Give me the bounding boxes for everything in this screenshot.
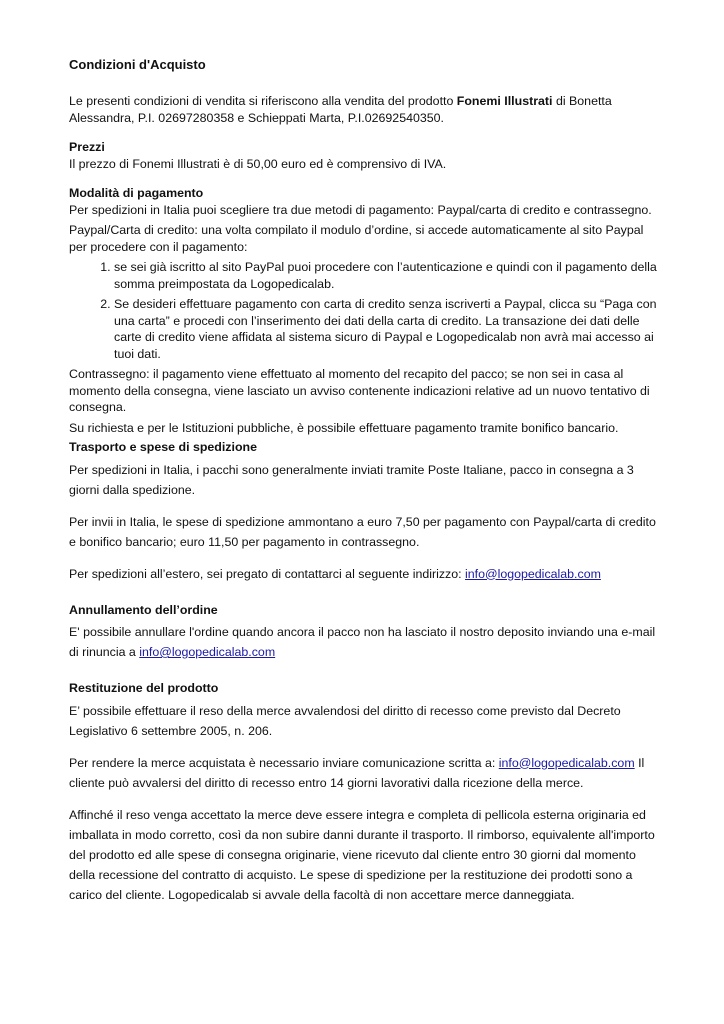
prezzi-paragraph: Il prezzo di Fonemi Illustrati è di 50,00 euro ed è comprensivo di IVA. bbox=[69, 156, 447, 171]
document-page bbox=[69, 56, 659, 905]
email-link[interactable]: info@logopedicalab.com bbox=[465, 566, 601, 581]
email-link[interactable]: info@logopedicalab.com bbox=[498, 755, 635, 770]
pagamento-paragraph-1: Per spedizioni in Italia puoi scegliere tra due metodi di pagamento: Paypal/carta di credito e contrassegno. bbox=[69, 202, 652, 217]
annullamento-text-pre: E' possibile annullare l'ordine quando ancora il pacco non ha lasciato il nostro deposito inviando una e-mail di rinuncia a bbox=[69, 625, 656, 659]
section-heading-annullamento: Annullamento dell’ordine bbox=[69, 602, 218, 617]
trasporto-paragraph-3 bbox=[69, 564, 659, 584]
restituzione-paragraph-1: E’ possibile effettuare il reso della merce avvalendosi del diritto di recesso come previsto dal Decreto Legislativo 6 settembre 2005, n. 206. bbox=[69, 703, 621, 738]
pagamento-paragraph-3: Contrassegno: il pagamento viene effettuato al momento del recapito del pacco; se non sei in casa al momento della consegna, viene lasciato un avviso contenente indicazioni relative ad un nuovo tentativo di consegna. bbox=[69, 367, 650, 414]
intro-text-post: di Bonetta Alessandra, P.I. 02697280358 e Schieppati Marta, P.I.02692540350. bbox=[69, 94, 612, 125]
list-item: 2. Se desideri effettuare pagamento con carta di credito senza iscriverti a Paypal, clicca su “Paga con una carta” e procedi con l’inserimento dei dati della carta di credito. La transazione dei dati delle carte di credito viene affidata al sistema sicuro di Paypal e Logopedicalab non avrà mai accesso ai tuoi dati. bbox=[114, 296, 659, 362]
section-heading-trasporto: Trasporto e spese di spedizione bbox=[69, 440, 257, 454]
intro-text-pre: Le presenti condizioni di vendita si riferiscono alla vendita del prodotto bbox=[69, 94, 457, 108]
section-heading-pagamento: Modalità di pagamento bbox=[69, 186, 204, 200]
pagamento-paragraph-2: Paypal/Carta di credito: una volta compilato il modulo d’ordine, si accede automaticamente al sito Paypal per procedere con il pagamento: bbox=[69, 223, 644, 254]
intro-paragraph bbox=[69, 93, 659, 126]
product-name: Fonemi Illustrati bbox=[456, 94, 553, 108]
restituzione-paragraph-2 bbox=[69, 753, 659, 793]
page-title: Condizioni d'Acquisto bbox=[69, 57, 206, 72]
restituzione-text-post: Il cliente può avvalersi del diritto di recesso entro 14 giorni lavorativi dalla ricezione della merce. bbox=[69, 755, 645, 790]
pagamento-paragraph-4: Su richiesta e per le Istituzioni pubbliche, è possibile effettuare pagamento tramite bonifico bancario. bbox=[69, 420, 619, 435]
restituzione-paragraph-3: Affinché il reso venga accettato la merce deve essere integra e completa di pellicola esterna originaria ed imballata in modo corretto, così da non subire danni durante il trasporto. Il rimborso, equivalente all'importo del prodotto ed alle spese di consegna originarie, viene ricevuto dal cliente entro 30 giorni dal momento della recessione del contratto di acquisto. Le spese di spedizione per la restituzione dei prodotti sono a carico del cliente. Logopedicalab si avvale della facoltà di non accettare merce danneggiata. bbox=[69, 807, 655, 902]
section-heading-restituzione: Restituzione del prodotto bbox=[69, 681, 219, 695]
section-heading-prezzi: Prezzi bbox=[69, 140, 105, 154]
restituzione-text-pre: Per rendere la merce acquistata è necessario inviare comunicazione scritta a: bbox=[69, 755, 499, 770]
list-item: 1. se sei già iscritto al sito PayPal puoi procedere con l’autenticazione e quindi con il pagamento della somma preimpostata da Logopedicalab. bbox=[114, 259, 659, 292]
trasporto-paragraph-2: Per invii in Italia, le spese di spedizione ammontano a euro 7,50 per pagamento con Paypal/carta di credito e bonifico bancario; euro 11,50 per pagamento in contrassegno. bbox=[69, 514, 656, 549]
email-link[interactable]: info@logopedicalab.com bbox=[139, 645, 276, 659]
annullamento-paragraph bbox=[69, 622, 659, 662]
pagamento-list bbox=[69, 259, 659, 362]
trasporto-paragraph-1: Per spedizioni in Italia, i pacchi sono generalmente inviati tramite Poste Italiane, pacco in consegna a 3 giorni dalla spedizione. bbox=[69, 462, 634, 497]
trasporto-text-pre: Per spedizioni all’estero, sei pregato di contattarci al seguente indirizzo: bbox=[69, 566, 466, 581]
